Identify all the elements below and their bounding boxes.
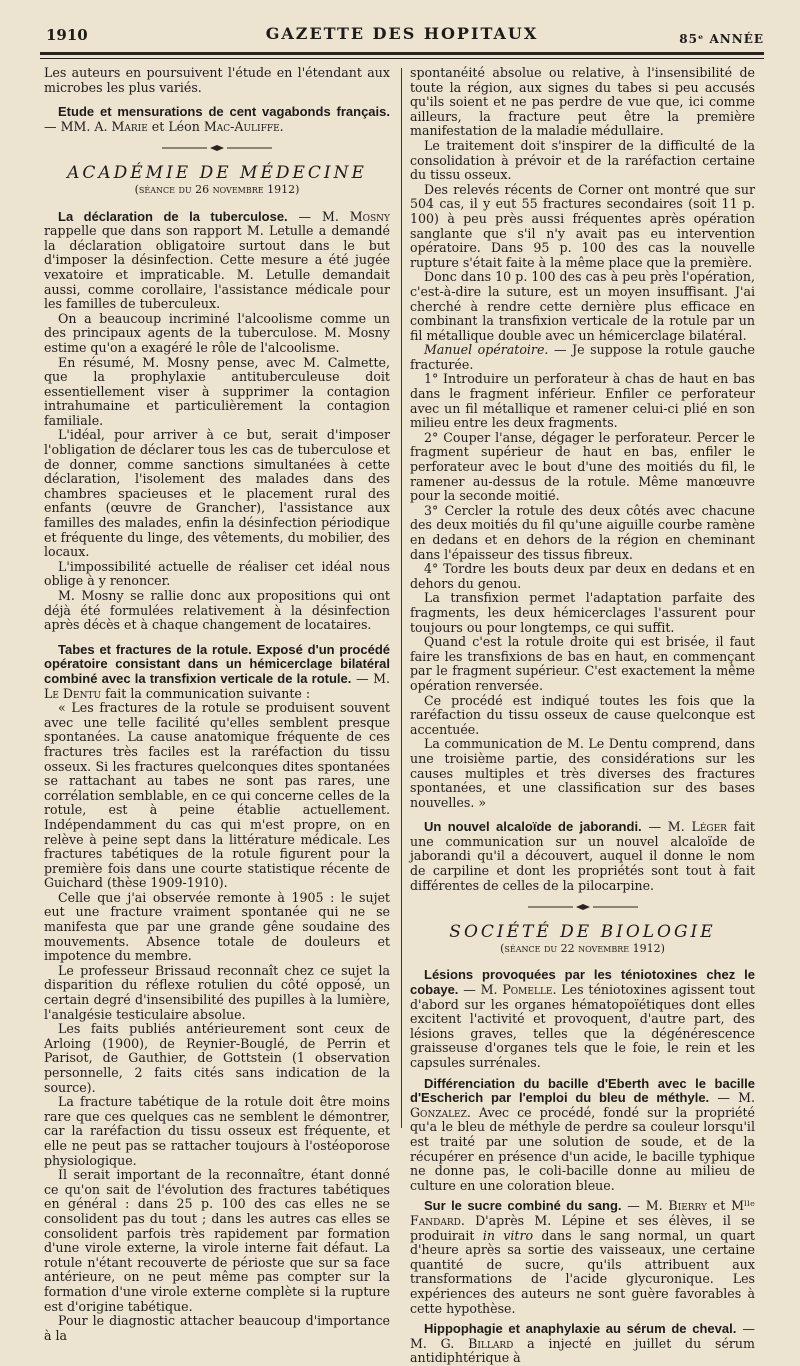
- les-text: . Les téniotoxines agissent tout d'abord sur les organes hématopoïétiques dont elles excitent l'activité et provoquent, d'autre part, des lésions graves, telles que la dégénérescence graisseuse d'organes tels que le foie, le rein et les capsules surrénales.: [410, 982, 755, 1070]
- step-1: 1° Introduire un perforateur à chas de haut en bas dans le fragment inférieur. Enfiler ce perforateur avec un fil métallique et ramener celui-ci plié en son milieu entre les deux fragments.: [410, 371, 755, 431]
- etude-authors-prefix: — MM. A.: [44, 118, 112, 134]
- right-paragraph-11: Quand c'est la rotule droite qui est brisée, il faut faire les transfixions de bas en haut, en commençant par le fragment supérieur. C'est exactement la même opération renversée.: [410, 634, 755, 693]
- frac-after: fait la communication suivante :: [101, 685, 311, 701]
- quote-paragraph-4: Les faits publiés antérieurement sont ceux de Arloing (1900), de Reynier-Bouglé, de Perrin et Parisot, de Gauthier, de Gottstein (1 observation personnelle, 2 faits cités sans indication de la source).: [44, 1021, 390, 1095]
- alcaloide-title: Un nouvel alcaloïde de jaborandi.: [424, 819, 642, 835]
- biologie-session: (séance du 22 novembre 1912): [500, 941, 665, 955]
- etude-end: .: [279, 118, 284, 134]
- author-pomelle: Pomelle: [502, 982, 553, 998]
- les-pre: — M.: [458, 982, 503, 998]
- hippophagie-title: Hippophagie et anaphylaxie au sérum de cheval.: [424, 1321, 737, 1337]
- manuel-operatoire: [410, 343, 755, 372]
- tuberculose-paragraph-4: L'idéal, pour arriver à ce but, serait d'imposer l'obligation de déclarer tous les cas de tuberculose et de donner, comme sanctions simultanées à cette déclaration, l'isolement des malades dans des chambres spacieuses et le placement rural des enfants (œuvre de Grancher), l'assistance aux familles des malades, enfin la désinfection périodique et fréquente du linge, des vêtements, du mobilier, des locaux.: [44, 427, 390, 560]
- fracture-title: Tabes et fractures de la rotule. Exposé d'un procédé opératoire consistant dans un hémicerclage bilatéral combiné avec la transfixion verticale de la rotule.: [44, 641, 390, 686]
- sucre-title: Sur le sucre combiné du sang.: [424, 1198, 622, 1214]
- fracture-quote: [44, 701, 390, 1343]
- page-header: [40, 22, 764, 52]
- sucre-text-b: dans le sang normal, un quart d'heure après sa sortie des vaisseaux, une certaine quantité de sucre, qu'ils attribuent aux transformations de l'acide glycuronique. Les expériences des auteurs ne sont guère favorables à cette hypothèse.: [410, 1227, 755, 1316]
- diff-text: . Avec ce procédé, fondé sur la propriété qu'a le bleu de méthyle de perdre sa couleur lorsqu'il est traité par une solution de soude, et de la récupérer en présence d'un acide, le bacille typhique ne donne pas, le coli-bacille donne au milieu de culture en une coloration bleue.: [410, 1104, 755, 1193]
- page-number: 1910: [46, 26, 88, 44]
- right-column: [410, 66, 755, 1366]
- section-ornament: [44, 144, 390, 152]
- author-bierry: Bierry: [668, 1198, 707, 1214]
- sucre-italic: in vitro: [482, 1227, 534, 1243]
- right-paragraph-4: Donc dans 10 p. 100 des cas à peu près l'opération, c'est-à-dire la suture, est un moyen insuffisant. J'ai cherché à rendre cette dernière plus efficace en combinant la transfixion verticale de la rotule par un fil métallique double avec un hémicerclage bilatéral.: [410, 269, 755, 343]
- tuberculose-paragraph-3: En résumé, M. Mosny pense, avec M. Calmette, que la prophylaxie antituberculeuse doit essentiellement viser à supprimer la contagion intrahumaine et particulièrement la contagion familiale.: [44, 354, 390, 428]
- section-ornament-2: [410, 903, 755, 911]
- quote-paragraph-2: Celle que j'ai observée remonte à 1905 : le sujet eut une fracture vraiment spontanée qui ne se manifesta que par une grande gêne soudaine des mouvements. Absence totale de douleurs et impotence du membre.: [44, 889, 390, 964]
- sucre-pre: — M.: [621, 1198, 669, 1214]
- quote-paragraph-3: Le professeur Brissaud reconnaît chez ce sujet la disparition du réflexe rotulien du côté opposé, un certain degré d'insensibilité des pupilles à la lumière, l'analgésie testiculaire absolue.: [44, 962, 390, 1022]
- author-billard: Billard: [468, 1335, 514, 1351]
- diff-pre: — M.: [709, 1090, 755, 1106]
- manuel-text: — Je suppose la rotule gauche fracturée.: [410, 342, 755, 372]
- tuberculose-paragraph-2: On a beaucoup incriminé l'alcoolisme comme un des principaux agents de la tuberculose. M. Mosny estime qu'on a exagéré le rôle de l'alcoolisme.: [44, 310, 390, 355]
- journal-year: 85ᵉ ANNÉE: [679, 32, 764, 46]
- journal-title: GAZETTE DES HOPITAUX: [265, 24, 539, 43]
- hippophagie-article: [410, 1322, 755, 1366]
- hip-text: a injecté en juillet du sérum antidiphtérique à: [410, 1335, 755, 1366]
- right-paragraph-12: Ce procédé est indiqué toutes les fois que la raréfaction du tissu osseux de cause quelconque est accentuée.: [410, 692, 755, 737]
- tuberculose-paragraph-5: L'impossibilité actuelle de réaliser cet idéal nous oblige à y renoncer.: [44, 558, 390, 589]
- fracture-article: [44, 643, 390, 701]
- tub-text: rappelle que dans son rapport M. Letulle a demandé la déclaration obligatoire surtout dans le but d'imposer la désinfection. Cette mesure a été jugée vexatoire et impraticable. M. Letulle demandait aussi, comme corollaire, l'assistance médicale pour les familles de tuberculeux.: [44, 223, 390, 312]
- right-paragraph-1: spontanéité absolue ou relative, à l'insensibilité de toute la région, aux signes du tabes si peu accusés qu'ils soient et ne pas perdre de vue que, ici comme ailleurs, la fracture peut être la première manifestation de la maladie médullaire.: [410, 65, 755, 139]
- author-fandard: Fandard: [410, 1212, 461, 1228]
- column-divider: [401, 68, 402, 1128]
- sucre-article: [410, 1199, 755, 1316]
- right-paragraph-3: Des relevés récents de Corner ont montré que sur 504 cas, il y eut 55 fractures secondaires (soit 11 p. 100) à peu près aussi fréquentes après opération sanglante que s'il n'y avait pas eu intervention opératoire. Dans 95 p. 100 des cas la nouvelle rupture s'était faite à la même place que la première.: [410, 181, 755, 270]
- etude-authors-mid: et Léon: [147, 118, 204, 134]
- tuberculose-paragraph-6: M. Mosny se rallie donc aux propositions qui ont déjà été formulées relativement à la désinfection après décès et à chaque changement de locataires.: [44, 588, 390, 633]
- hip-pre: — M. G.: [410, 1321, 755, 1351]
- author-leger: Léger: [691, 819, 727, 835]
- author-mosny: Mosny: [349, 208, 390, 224]
- alc-text: fait une communication sur un nouvel alcaloïde de jaborandi qu'il a découvert, auquel il donne le nom de carpiline et dont les propriétés sont tout à fait différentes de celles de la pilocarpine.: [410, 819, 755, 893]
- quote-paragraph-5: La fracture tabétique de la rotule doit être moins rare que ces quelques cas ne semblent le démontrer, car la raréfaction du tissu osseux est fréquente, et elle ne peut pas se rattacher toujours à l'ostéoporose physiologique.: [44, 1094, 390, 1168]
- ornament-divider-icon: [528, 903, 638, 911]
- ornament-divider-icon: [162, 144, 272, 152]
- quote-paragraph-1: « Les fractures de la rotule se produisent souvent avec une telle facilité qu'elles semblent presque spontanées. La cause anatomique fréquente de ces fractures très faciles est la raréfaction du tissu osseux. Si les fractures quelconques dites spontanées se rattachant au tabes ne sont pas rares, une corrélation semblable, en ce qui concerne celles de la rotule, est à peine établie actuellement. Indépendamment du cas qui m'est propre, on en relève à peine sept dans la littérature médicale. Les fractures tabétiques de la rotule figurent pour la première fois dans une courte statistique récente de Guichard (thèse 1909-1910).: [44, 700, 390, 891]
- step-2: 2° Couper l'anse, dégager le perforateur. Percer le fragment supérieur de haut en bas, enfiler le perforateur avec le bout d'une des moitiés du fil, le ramener au-dessus de la rotule. Même manœuvre pour la seconde moitié.: [410, 429, 755, 504]
- tuberculose-title: La déclaration de la tuberculose.: [58, 208, 288, 224]
- alc-pre: — M.: [641, 819, 692, 835]
- differenciation-title: Différenciation du bacille d'Eberth avec le bacille d'Escherich par l'emploi du bleu de méthyle.: [410, 1075, 755, 1106]
- alcaloide-article: [410, 820, 755, 893]
- author-marie: Marie: [111, 118, 148, 134]
- right-paragraph-2: Le traitement doit s'inspirer de la difficulté de la consolidation à prévoir et de la raréfaction certaine du tissu osseux.: [410, 137, 755, 183]
- etude-article: [44, 105, 390, 134]
- manuel-label: Manuel opératoire.: [424, 342, 549, 358]
- step-3: 3° Cercler la rotule des deux côtés avec chacune des deux moitiés du fil qu'une aiguille courbe ramène en dedans et en dehors de la région en cheminant dans l'épaisseur des tissus fibreux.: [410, 502, 755, 562]
- author-gonzalez: Gonzalez: [410, 1104, 467, 1120]
- etude-title: Etude et mensurations de cent vagabonds français.: [58, 104, 390, 120]
- header-rule-thick: [40, 52, 764, 55]
- intro-paragraph: Les auteurs en poursuivent l'étude en l'étendant aux microbes les plus variés.: [44, 65, 390, 95]
- academie-session: (séance du 26 novembre 1912): [134, 182, 300, 196]
- quote-paragraph-6: Il serait important de la reconnaître, étant donné ce qu'on sait de l'évolution des fractures tabétiques en général : dans 25 p. 100 des cas elles ne se consolident pas du tout ; dans les autres cas elles se consolident parfois très rapidement par formation d'une virole externe, la virole interne fait défaut. La rotule n'étant recouverte de périoste que sur sa face antérieure, on ne peut même pas compter sur la formation d'une virole externe complète si la rupture est d'origine tabétique.: [44, 1167, 390, 1314]
- author-mac-auliffe: Mac-Auliffe: [203, 118, 280, 134]
- lesions-title: Lésions provoquées par les téniotoxines chez le cobaye.: [410, 967, 755, 998]
- academie-heading: ACADÉMIE DE MÉDECINE: [67, 163, 367, 184]
- author-le-dentu: Le Dentu: [44, 685, 102, 701]
- biologie-heading: SOCIÉTÉ DE BIOLOGIE: [449, 922, 716, 943]
- differenciation-article: [410, 1077, 755, 1194]
- frac-pre: — M.: [351, 670, 391, 686]
- left-column: [44, 66, 390, 1343]
- header-rule-thin: [40, 58, 764, 59]
- right-paragraph-13: La communication de M. Le Dentu comprend, dans une troisième partie, des considérations sur les causes multiples et très diverses des fractures spontanées, et une classification sur des bases nouvelles. »: [410, 736, 755, 810]
- right-paragraph-10: La transfixion permet l'adaptation parfaite des fragments, les deux hémicerclages l'assurent pour toujours ou pour longtemps, ce qui suffit.: [410, 590, 755, 635]
- tuberculose-paragraph-1: [44, 210, 390, 312]
- lesions-article: [410, 968, 755, 1070]
- tub-pre: — M.: [287, 208, 350, 224]
- quote-paragraph-7: Pour le diagnostic attacher beaucoup d'importance à la: [44, 1313, 390, 1343]
- step-4: 4° Tordre les bouts deux par deux en dedans et en dehors du genou.: [410, 561, 755, 591]
- sucre-mid: et Mˡˡᵉ: [707, 1198, 755, 1214]
- sucre-text-a: . D'après M. Lépine et ses élèves, il se produirait: [410, 1212, 755, 1243]
